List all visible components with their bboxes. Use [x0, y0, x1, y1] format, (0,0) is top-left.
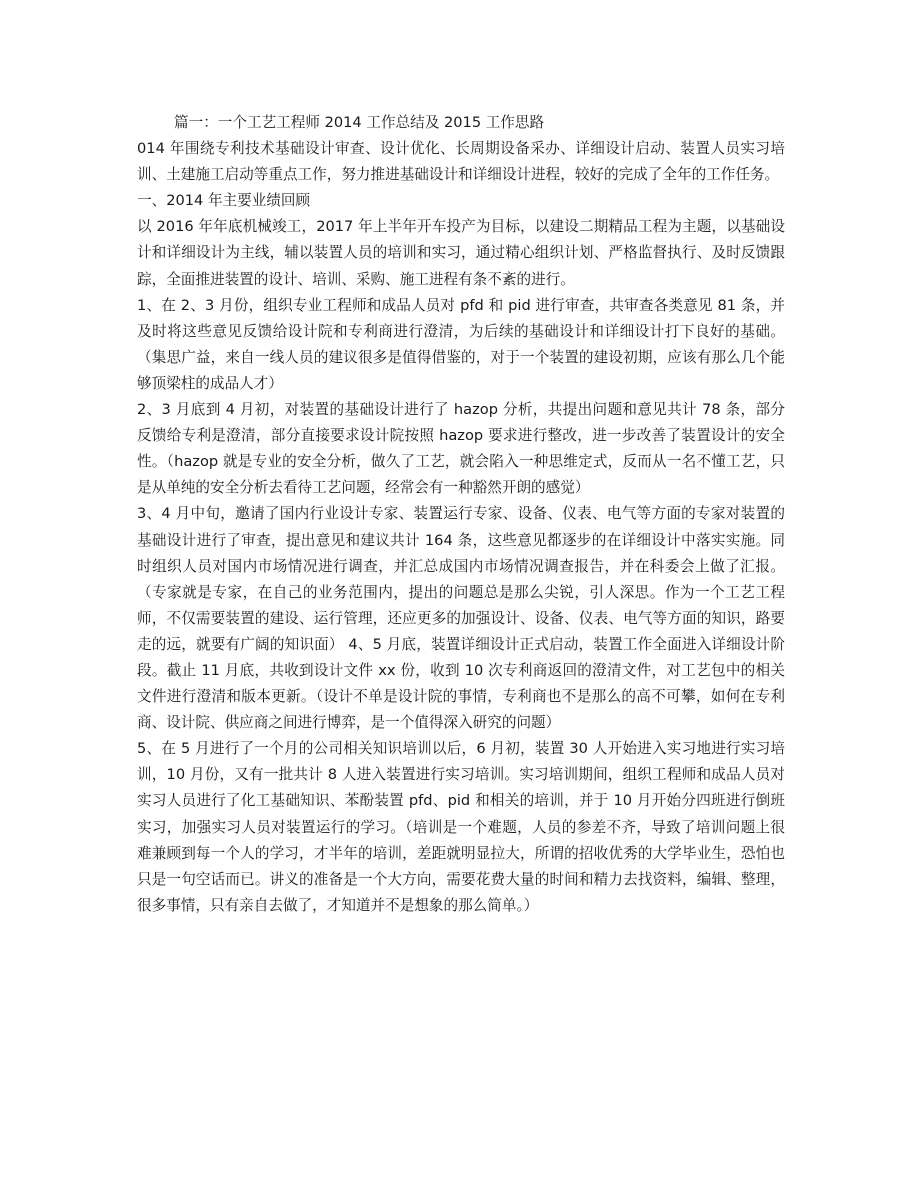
document-title: 篇一：一个工艺工程师 2014 工作总结及 2015 工作思路 — [174, 114, 545, 131]
document-body — [137, 110, 785, 919]
item-1-paragraph: 1、在 2、3 月份，组织专业工程师和成品人员对 pfd 和 pid 进行审查，共审查各类意见 81 条，并及时将这些意见反馈给设计院和专利商进行澄清，为后续的基础设计和详细设计打下良好的基础。（集思广益，来自一线人员的建议很多是值得借鉴的，对于一个装置的建设初期，应该有那么几个能够顶梁柱的成品人才） — [137, 296, 785, 392]
overview-paragraph: 以 2016 年年底机械竣工，2017 年上半年开车投产为目标，以建设二期精品工程为主题，以基础设计和详细设计为主线，辅以装置人员的培训和实习，通过精心组织计划、严格监督执行、及时反馈跟踪，全面推进装置的设计、培训、采购、施工进程有条不紊的进行。 — [137, 218, 785, 288]
item-2-paragraph: 2、3 月底到 4 月初，对装置的基础设计进行了 hazop 分析，共提出问题和意见共计 78 条，部分反馈给专利是澄清，部分直接要求设计院按照 hazop 要求进行整改，进一步改善了装置设计的安全性。（hazop 就是专业的安全分析，做久了工艺，就会陷入一种思维定式，反而从一名不懂工艺，只是从单纯的安全分析去看待工艺问题，经常会有一种豁然开朗的感觉） — [137, 401, 785, 497]
section-heading: 一、2014 年主要业绩回顾 — [137, 192, 311, 210]
item-5-paragraph: 5、在 5 月进行了一个月的公司相关知识培训以后，6 月初，装置 30 人开始进入实习地进行实习培训，10 月份，又有一批共计 8 人进入装置进行实习培训。实习培训期间，组织工程师和成品人员对实习人员进行了化工基础知识、苯酚装置 pfd、pid 和相关的培训，并于 10 月开始分四班进行倒班实习，加强实习人员对装置运行的学习。（培训是一个难题，人员的参差不齐，导致了培训问题上很难兼顾到每一个人的学习，才半年的培训，差距就明显拉大，所谓的招收优秀的大学毕业生，恐怕也只是一句空话而已。讲义的准备是一个大方向，需要花费大量的时间和精力去找资料，编辑、整理，很多事情，只有亲自去做了，才知道并不是想象的那么简单。） — [137, 740, 785, 914]
intro-paragraph: 014 年围绕专利技术基础设计审查、设计优化、长周期设备采办、详细设计启动、装置人员实习培训、土建施工启动等重点工作，努力推进基础设计和详细设计进程，较好的完成了全年的工作任务。 — [137, 140, 785, 184]
item-3-4-paragraph: 3、4 月中旬，邀请了国内行业设计专家、装置运行专家、设备、仪表、电气等方面的专家对装置的基础设计进行了审查，提出意见和建议共计 164 条，这些意见都逐步的在详细设计中落实实施。同时组织人员对国内市场情况进行调查，并汇总成国内市场情况调查报告，并在科委会上做了汇报。（专家就是专家，在自己的业务范围内，提出的问题总是那么尖锐，引人深思。作为一个工艺工程师，不仅需要装置的建设、运行管理，还应更多的加强设计、设备、仪表、电气等方面的知识，路要走的远，就要有广阔的知识面） 4、5 月底，装置详细设计正式启动，装置工作全面进入详细设计阶段。截止 11 月底，共收到设计文件 xx 份，收到 10 次专利商返回的澄清文件，对工艺包中的相关文件进行澄清和版本更新。（设计不单是设计院的事情，专利商也不是那么的高不可攀，如何在专利商、设计院、供应商之间进行博弈，是一个值得深入研究的问题） — [137, 505, 785, 732]
